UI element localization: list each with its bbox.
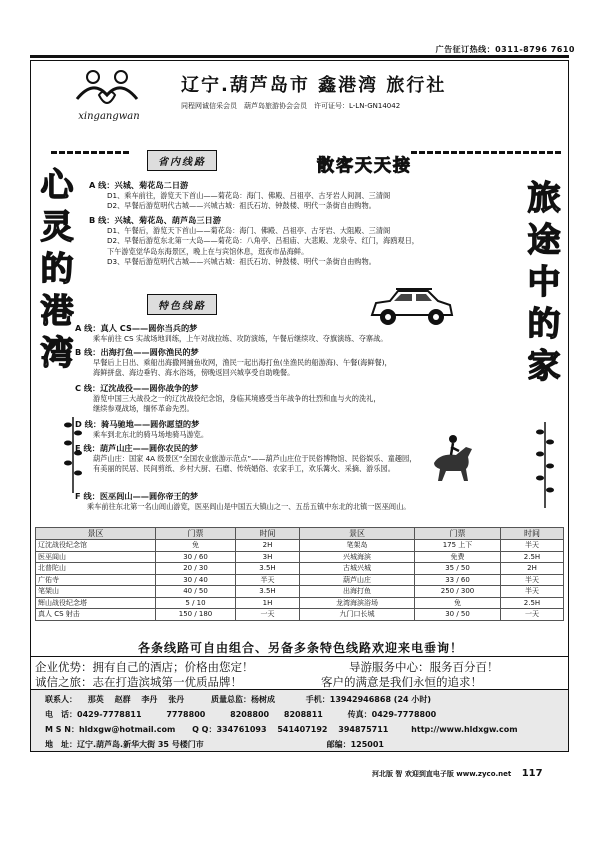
table-cell: 辽沈战役纪念馆 [36,540,156,552]
deco-bar-right [411,151,561,154]
table-cell: 2.5H [501,551,564,563]
phone-number[interactable]: 电 话：0429-7778811 [45,710,142,719]
horse-rider-icon [426,429,482,485]
contact-name: 张丹 [168,695,185,704]
route-line: 乘车前往东北第一名山闾山游览，医巫闾山是中国五大镇山之一、五岳五镇中东北的北镇一医巫闾山。 [87,501,411,511]
route-line: D2、早餐后游览东北第一大岛——菊花岛：八角亭、吕祖庙、大悲殿、龙泉寺、红门，海鸥观日， [107,236,419,245]
page-number: 117 [521,768,543,779]
slogan-left-char: 的 [40,249,74,288]
route-line: 乘车前往 CS 实战场地训练，上午对战拉练、攻防演练，午餐后继续攻、夺旗演练、夺寨战。 [93,333,388,343]
slogan-right-char: 家 [527,346,561,385]
route-special-e [75,443,416,475]
route-line: D3、早餐后游览明代古城——兴城古城：祖氏石坊、钟鼓楼、明代一条街自由购物。 [107,257,376,266]
flower-branch-right-icon [533,418,557,508]
route-domestic-b [89,215,419,268]
table-cell: 辉山战役纪念塔 [36,597,156,609]
contact-name: 赵群 [114,695,131,704]
route-title: A 线：真人 CS——圆你当兵的梦 [75,323,198,333]
website-link[interactable]: http://www.hldxgw.com [411,725,518,734]
table-cell: 广佑寺 [36,574,156,586]
advantage-banner [31,656,569,690]
table-cell: 半天 [501,586,564,598]
table-cell: 一天 [501,609,564,621]
route-title: F 线：医巫闾山——圆你帝王的梦 [75,491,199,501]
slogan-right-char: 旅 [527,178,561,217]
route-line: 有美丽的民居、民间剪纸、乡村大厨、石磨、传统婚俗、农家手工，欢乐篝火、采摘、游乐园。 [93,464,395,473]
table-cell: 3.5H [236,586,300,598]
contact-name: 李丹 [141,695,158,704]
table-cell: 兴城海滨 [300,551,415,563]
route-special-b [75,347,392,379]
col-header-scenic: 景区 [36,528,156,540]
col-header-scenic: 景区 [300,528,415,540]
slogan-right-char: 中 [527,262,561,301]
qq-number: Q Q：334761093 [192,725,267,734]
table-cell: 龙湾海滨浴场 [300,597,415,609]
qq-number: 394875711 [338,725,389,734]
deco-bar-left [51,151,131,154]
route-line: 下午游览觉华岛东海景区，晚上在与宾馆休息，逛夜市品海鲜。 [107,246,309,256]
col-header-ticket: 门票 [156,528,236,540]
quality-director: 质量总监：杨树成 [210,695,275,704]
route-special-a [75,323,387,344]
route-special-f [75,491,410,512]
table-cell: 笔架山 [36,586,156,598]
table-cell: 葫芦山庄 [300,574,415,586]
banner-integrity-left: 诚信之旅：志在打造滨城第一优质品牌！ [35,675,242,689]
table-cell: 古城兴城 [300,563,415,575]
contact-msn-line [45,724,526,735]
route-title: C 线：辽沈战役——圆你战争的梦 [75,383,199,393]
table-cell: 30 / 50 [415,609,501,621]
table-cell: 半天 [236,574,300,586]
contact-address-line [45,739,392,750]
section-daily-tours: 散客天天接 [317,156,412,176]
table-cell: 40 / 50 [156,586,236,598]
table-cell: 20 / 30 [156,563,236,575]
table-cell: 九门口长城 [300,609,415,621]
section-domestic-routes: 省内线路 [147,150,217,171]
route-title: D 线：骑马驰地——圆你愿望的梦 [75,419,200,429]
table-cell: 医巫闾山 [36,551,156,563]
table-cell: 免 [156,540,236,552]
slogan-right-char: 的 [527,304,561,343]
msn-address[interactable]: M S N：hldxgw@hotmail.com [45,725,176,734]
table-row [36,574,564,586]
slogan-vertical-right [526,177,562,387]
table-cell: 2H [236,540,300,552]
route-line: D1、午餐后，游览天下首山——菊花岛：海门、佛殿、吕祖亭、古牙岩、大阻殿、三清阁 [107,225,391,235]
agency-membership: 同程网诚信采会员 葫芦岛旅游协会会员 许可证号：L-LN-GN14042 [181,102,401,110]
logo-text: xingangwan [78,111,140,122]
col-header-ticket: 门票 [415,528,501,540]
route-title: E 线：葫芦山庄——圆你农民的梦 [75,443,199,453]
travel-agency-logo-icon [71,65,143,117]
contact-label: 联系人： [45,695,77,704]
route-special-c [75,383,381,415]
slogan-left-char: 心 [40,165,74,204]
ad-hotline: 广告征订热线：0311-8796 7610 [435,45,575,54]
banner-advantage-left: 企业优势：拥有自己的酒店；价格由您定！ [35,660,254,674]
table-cell: 出海打鱼 [300,586,415,598]
section-special-routes: 特色线路 [147,294,217,315]
table-cell: 半天 [501,574,564,586]
col-header-time: 时间 [501,528,564,540]
table-cell: 真人 CS 射击 [36,609,156,621]
table-cell: 250 / 300 [415,586,501,598]
route-line: 葫芦山庄：国家 4A 级景区“全国农业旅游示范点”——葫芦山庄位于民俗博物馆、民俗娱乐、童趣园， [93,453,417,463]
phone-number[interactable]: 8208811 [283,710,323,719]
table-row [36,563,564,575]
route-line: 海鲜拼盘、海边垂钓、海水浴场，傍晚返回兴城享受自助晚餐。 [93,368,295,377]
table-cell: 笔架岛 [300,540,415,552]
table-row [36,586,564,598]
address: 地 址：辽宁.葫芦岛.新华大街 35 号楼门市 [45,740,204,749]
route-domestic-a [89,180,390,212]
agency-title: 辽宁.葫芦岛市 鑫港湾 旅行社 [181,75,447,96]
route-title: B 线：出海打鱼——圆你渔民的梦 [75,347,199,357]
table-cell: 2H [501,563,564,575]
table-row [36,540,564,552]
footer-text: 河北版 智 欢迎到直电子版 www.zyco.net [372,770,512,778]
contact-people-line [45,694,439,705]
postcode: 邮编：125001 [326,740,384,749]
table-cell: 150 / 180 [156,609,236,621]
contact-panel [31,689,569,752]
route-title: B 线：兴城、菊花岛、葫芦岛三日游 [89,215,221,225]
slogan-left-char: 灵 [40,207,74,246]
route-line: 游览中国三大战役之一的辽沈战役纪念馆，身临其境感受当年战争的壮烈和血与火的洗礼， [93,393,381,403]
col-header-time: 时间 [236,528,300,540]
table-cell: 免 [415,597,501,609]
top-rule [30,55,569,58]
phone-number[interactable]: 8208800 [230,710,270,719]
route-title: A 线：兴城、菊花岛二日游 [89,180,189,190]
table-cell: 一天 [236,609,300,621]
slogan-vertical-left [39,164,75,374]
ad-frame [30,60,569,752]
banner-integrity-right: 客户的满意是我们永恒的追求！ [321,675,482,689]
route-line: 乘车到北东北的骑马场地骑马游览。 [93,429,209,439]
mobile-number[interactable]: 手机：13942946868 (24 小时) [305,695,432,704]
slogan-left-char: 港 [40,291,74,330]
table-row [36,551,564,563]
slogan-left-char: 湾 [40,333,74,372]
qq-number: 541407192 [277,725,328,734]
ticket-price-table [35,527,564,621]
table-cell: 35 / 50 [415,563,501,575]
route-line: D1、乘车前往，游览天下首山——菊花岛：海门、佛殿、吕祖亭、古牙岩人间洞、三清阁 [107,190,391,200]
table-cell: 2.5H [501,597,564,609]
table-cell: 免费 [415,551,501,563]
table-cell: 30 / 60 [156,551,236,563]
contact-phone-line [45,709,444,720]
table-row [36,609,564,621]
table-cell: 5 / 10 [156,597,236,609]
route-line: D2、早餐后游览明代古城——兴城古城：祖氏石坊、钟鼓楼、明代一条街自由购物。 [107,201,376,210]
table-cell: 1H [236,597,300,609]
page-footer [372,768,543,779]
route-line: 继续参观战场，缅怀革命先烈。 [93,404,194,413]
route-special-d [75,419,208,440]
route-line: 早餐后上日出、乘船出海撒网捕鱼收网，渔民一起出海打鱼(坐渔民的船游海)、午餐(海鲜餐)， [93,357,392,367]
table-cell: 北普陀山 [36,563,156,575]
banner-advantage-right: 导游服务中心：服务百分百！ [349,660,499,674]
table-cell: 30 / 40 [156,574,236,586]
table-cell: 3H [236,551,300,563]
phone-number[interactable]: 7778800 [166,710,206,719]
fax-number: 传真：0429-7778800 [347,710,437,719]
table-header-row [36,528,564,540]
table-cell: 175 上下 [415,540,501,552]
combination-slogan: 各条线路可自由组合、另备多条特色线路欢迎来电垂询！ [137,641,463,655]
table-cell: 3.5H [236,563,300,575]
table-row [36,597,564,609]
slogan-right-char: 途 [527,220,561,259]
contact-name: 那英 [87,695,104,704]
table-cell: 33 / 60 [415,574,501,586]
table-cell: 半天 [501,540,564,552]
